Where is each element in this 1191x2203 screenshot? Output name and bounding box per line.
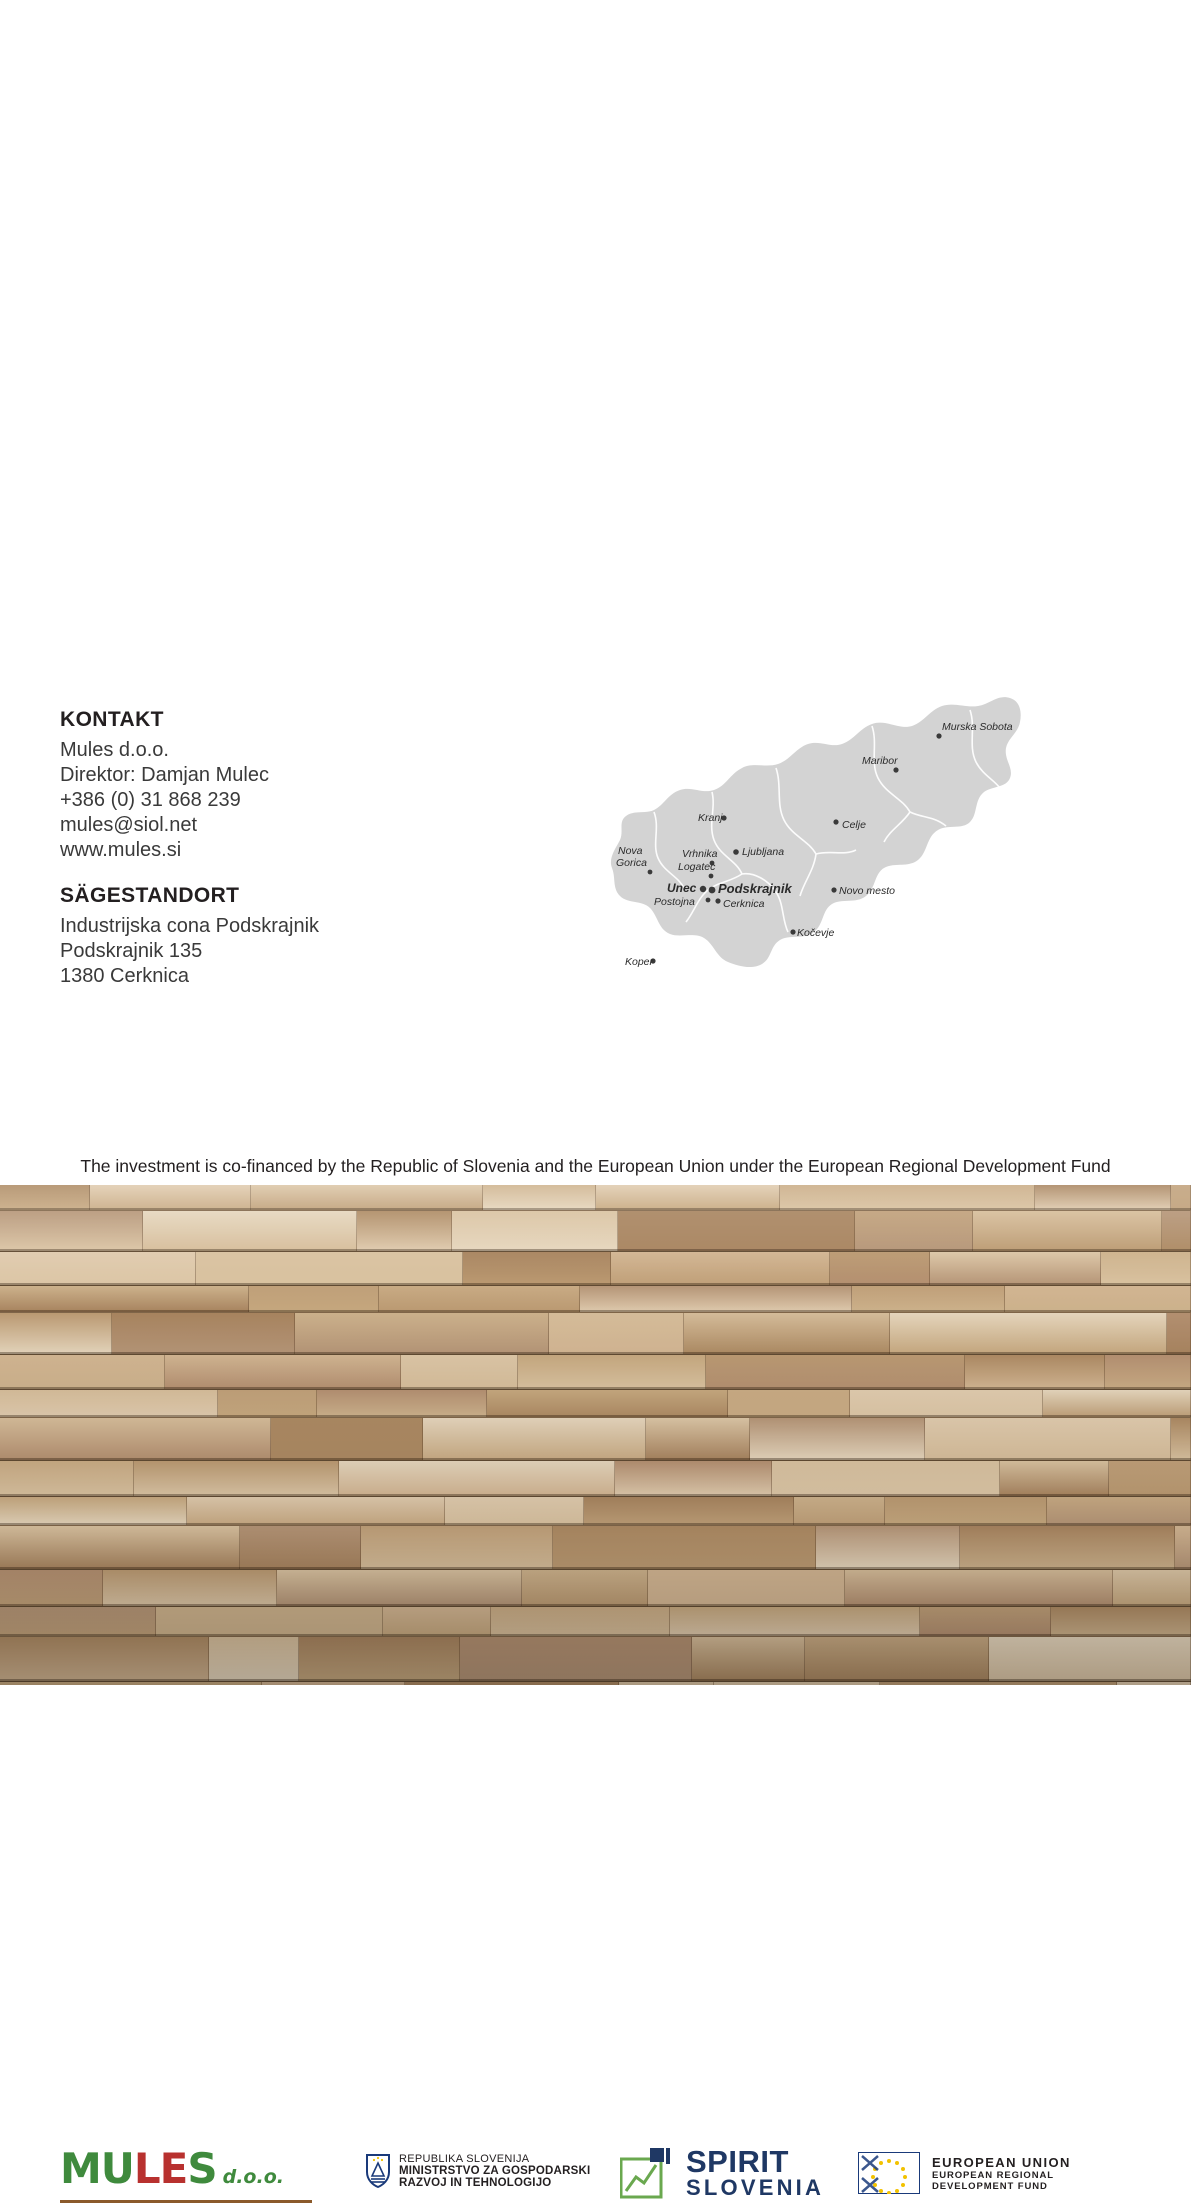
spirit-line-1: SPIRIT	[686, 2144, 789, 2179]
lumber-plank	[196, 1252, 463, 1285]
map-label-postojna: Postojna	[654, 896, 695, 908]
map-label-vrhnika: Vrhnika	[682, 848, 718, 860]
lumber-plank	[618, 1211, 855, 1251]
lumber-plank	[596, 1185, 780, 1210]
mules-logo-part-2: LE	[133, 2144, 188, 2193]
eu-line-2: EUROPEAN REGIONAL	[932, 2169, 1054, 2181]
ministry-line-3: RAZVOJ IN TEHNOLOGIJO	[399, 2177, 552, 2189]
lumber-gap-shadow	[0, 1523, 1191, 1525]
lumber-plank	[1043, 1390, 1191, 1417]
contact-email[interactable]: mules@siol.net	[60, 814, 198, 836]
contact-block	[60, 708, 490, 863]
lumber-plank	[1167, 1313, 1191, 1354]
lumber-plank	[522, 1570, 648, 1606]
lumber-plank	[383, 1607, 491, 1636]
lumber-plank	[143, 1211, 357, 1251]
lumber-plank	[339, 1461, 615, 1496]
european-union-logo	[858, 2152, 1071, 2194]
site-address-line-3: 1380 Cerknica	[60, 965, 189, 987]
lumber-plank	[0, 1637, 209, 1681]
lumber-row	[0, 1607, 1191, 1637]
lumber-plank	[0, 1607, 156, 1636]
lumber-plank	[1051, 1607, 1191, 1636]
lumber-row	[0, 1390, 1191, 1418]
lumber-plank	[487, 1390, 728, 1417]
site-address-line-2: Podskrajnik 135	[60, 940, 203, 962]
map-label-murska-sobota: Murska Sobota	[942, 721, 1013, 733]
lumber-plank	[295, 1313, 549, 1354]
map-label-logatec: Logatec	[678, 861, 716, 873]
lumber-plank	[830, 1252, 930, 1285]
lumber-plank	[611, 1252, 830, 1285]
mules-logo-part-3: S	[187, 2144, 217, 2193]
lumber-plank	[271, 1418, 423, 1460]
lumber-plank	[277, 1570, 522, 1606]
lumber-plank	[728, 1390, 850, 1417]
lumber-plank	[209, 1637, 299, 1681]
lumber-plank	[463, 1252, 611, 1285]
map-label-cerknica: Cerknica	[723, 898, 765, 910]
lumber-plank	[615, 1461, 772, 1496]
spirit-line-2: SLOVENIA	[686, 2175, 825, 2200]
contact-website[interactable]: www.mules.si	[60, 839, 182, 861]
lumber-plank	[491, 1607, 670, 1636]
lumber-plank	[0, 1355, 165, 1389]
lumber-plank	[0, 1313, 112, 1354]
lumber-plank	[1105, 1355, 1191, 1389]
lumber-plank	[794, 1497, 885, 1525]
lumber-plank	[0, 1211, 143, 1251]
lumber-plank	[445, 1497, 584, 1525]
lumber-plank	[165, 1355, 401, 1389]
contact-phone[interactable]: +386 (0) 31 868 239	[60, 789, 241, 811]
lumber-plank	[989, 1637, 1191, 1681]
contact-director: Direktor: Damjan Mulec	[60, 764, 269, 786]
lumber-row	[0, 1252, 1191, 1286]
map-label-novo-mesto: Novo mesto	[839, 885, 896, 897]
contact-company: Mules d.o.o.	[60, 739, 169, 761]
site-heading: SÄGESTANDORT	[60, 884, 240, 907]
lumber-plank	[920, 1607, 1051, 1636]
lumber-plank	[1101, 1252, 1191, 1285]
lumber-plank	[317, 1390, 487, 1417]
lumber-plank	[684, 1313, 890, 1354]
ministry-logo	[365, 2153, 590, 2189]
lumber-plank	[112, 1313, 295, 1354]
lumber-plank	[218, 1390, 317, 1417]
ministry-line-1: REPUBLIKA SLOVENIJA	[399, 2153, 530, 2165]
lumber-plank	[452, 1211, 618, 1251]
mules-logo-part-1: MU	[60, 2144, 134, 2193]
map-label-koper: Koper	[625, 956, 654, 968]
map-label-podskrajnik: Podskrajnik	[718, 881, 792, 896]
map-label-unec: Unec	[667, 881, 697, 895]
lumber-plank	[0, 1461, 134, 1496]
lumber-row	[0, 1418, 1191, 1461]
lumber-plank	[973, 1211, 1162, 1251]
map-label-celje: Celje	[842, 819, 866, 831]
lumber-plank	[549, 1313, 684, 1354]
lumber-plank	[0, 1185, 90, 1210]
lumber-plank	[584, 1497, 794, 1525]
slovenia-coat-of-arms-icon	[365, 2154, 391, 2188]
map-label-maribor: Maribor	[862, 755, 898, 767]
lumber-plank	[1109, 1461, 1191, 1496]
ministry-line-2: MINISTRSTVO ZA GOSPODARSKI	[399, 2165, 591, 2177]
lumber-gap-shadow	[0, 1310, 1191, 1312]
lumber-plank	[855, 1211, 973, 1251]
contact-heading: KONTAKT	[60, 708, 164, 731]
lumber-gap-shadow	[0, 1208, 1191, 1210]
lumber-gap-shadow	[0, 1415, 1191, 1417]
lumber-plank	[553, 1526, 816, 1569]
slovenia-map	[590, 690, 1050, 990]
lumber-plank	[925, 1418, 1171, 1460]
slovenia-map-svg	[590, 690, 1050, 990]
lumber-plank	[0, 1390, 218, 1417]
lumber-plank	[780, 1185, 1035, 1210]
lumber-plank	[0, 1497, 187, 1525]
lumber-plank	[0, 1252, 196, 1285]
lumber-plank	[361, 1526, 553, 1569]
lumber-plank	[0, 1286, 249, 1312]
lumber-plank	[249, 1286, 379, 1312]
lumber-plank	[845, 1570, 1113, 1606]
lumber-plank	[1171, 1418, 1191, 1460]
lumber-plank	[240, 1526, 361, 1569]
map-label-ljubljana: Ljubljana	[742, 846, 785, 858]
spirit-mark-icon	[620, 2147, 678, 2199]
lumber-row	[0, 1211, 1191, 1252]
map-label-nova: Nova	[618, 845, 643, 857]
lumber-gap-shadow	[0, 1634, 1191, 1636]
lumber-plank	[750, 1418, 925, 1460]
lumber-plank	[251, 1185, 483, 1210]
lumber-plank	[850, 1390, 1043, 1417]
lumber-row	[0, 1637, 1191, 1682]
lumber-plank	[299, 1637, 460, 1681]
lumber-plank	[423, 1418, 646, 1460]
lumber-plank	[134, 1461, 339, 1496]
lumber-plank	[401, 1355, 518, 1389]
lumber-plank	[1005, 1286, 1191, 1312]
map-label-kranj: Kranj	[698, 812, 723, 824]
mules-logo	[60, 2144, 284, 2193]
lumber-plank	[648, 1570, 845, 1606]
lumber-plank	[1113, 1570, 1191, 1606]
map-label-ko-evje: Kočevje	[797, 927, 835, 939]
lumber-plank	[103, 1570, 277, 1606]
lumber-plank	[0, 1526, 240, 1569]
lumber-plank	[885, 1497, 1047, 1525]
lumber-plank	[460, 1637, 692, 1681]
lumber-plank	[890, 1313, 1167, 1354]
lumber-row	[0, 1313, 1191, 1355]
lumber-plank	[483, 1185, 596, 1210]
lumber-plank	[518, 1355, 706, 1389]
eu-flag-icon	[858, 2152, 920, 2194]
lumber-plank	[1000, 1461, 1109, 1496]
lumber-plank	[852, 1286, 1005, 1312]
lumber-plank	[816, 1526, 960, 1569]
lumber-plank	[1035, 1185, 1171, 1210]
lumber-plank	[187, 1497, 445, 1525]
lumber-plank	[0, 1570, 103, 1606]
site-block	[60, 884, 520, 989]
footer-funding-note: The investment is co-financed by the Republic of Slovenia and the European Union under the European Regional Development Fund	[80, 1156, 1111, 1176]
lumber-row	[0, 1526, 1191, 1570]
lumber-row	[0, 1570, 1191, 1607]
lumber-plank	[1175, 1526, 1191, 1569]
spirit-logo	[620, 2146, 824, 2199]
lumber-plank	[965, 1355, 1105, 1389]
eu-line-3: DEVELOPMENT FUND	[932, 2180, 1048, 2192]
map-label-gorica: Gorica	[616, 857, 647, 869]
lumber-plank	[1162, 1211, 1191, 1251]
lumber-plank	[930, 1252, 1101, 1285]
mules-logo-suffix: d.o.o.	[222, 2166, 284, 2188]
lumber-plank	[772, 1461, 1000, 1496]
lumber-plank	[156, 1607, 383, 1636]
lumber-plank	[1047, 1497, 1191, 1525]
lumber-plank	[0, 1418, 271, 1460]
lumber-plank	[670, 1607, 920, 1636]
lumber-row	[0, 1286, 1191, 1313]
eu-line-1: EUROPEAN UNION	[932, 2154, 1071, 2170]
lumber-plank	[706, 1355, 965, 1389]
lumber-plank	[805, 1637, 989, 1681]
lumber-row	[0, 1461, 1191, 1497]
lumber-plank	[1171, 1185, 1191, 1210]
lumber-plank	[357, 1211, 452, 1251]
lumber-row	[0, 1355, 1191, 1390]
lumber-plank	[646, 1418, 750, 1460]
lumber-plank	[580, 1286, 852, 1312]
lumber-plank	[692, 1637, 805, 1681]
lumber-plank	[960, 1526, 1175, 1569]
lumber-row	[0, 1497, 1191, 1526]
lumber-plank	[90, 1185, 251, 1210]
site-address-line-1: Industrijska cona Podskrajnik	[60, 915, 320, 937]
lumber-plank	[379, 1286, 580, 1312]
stacked-lumber-photo	[0, 1185, 1191, 1685]
